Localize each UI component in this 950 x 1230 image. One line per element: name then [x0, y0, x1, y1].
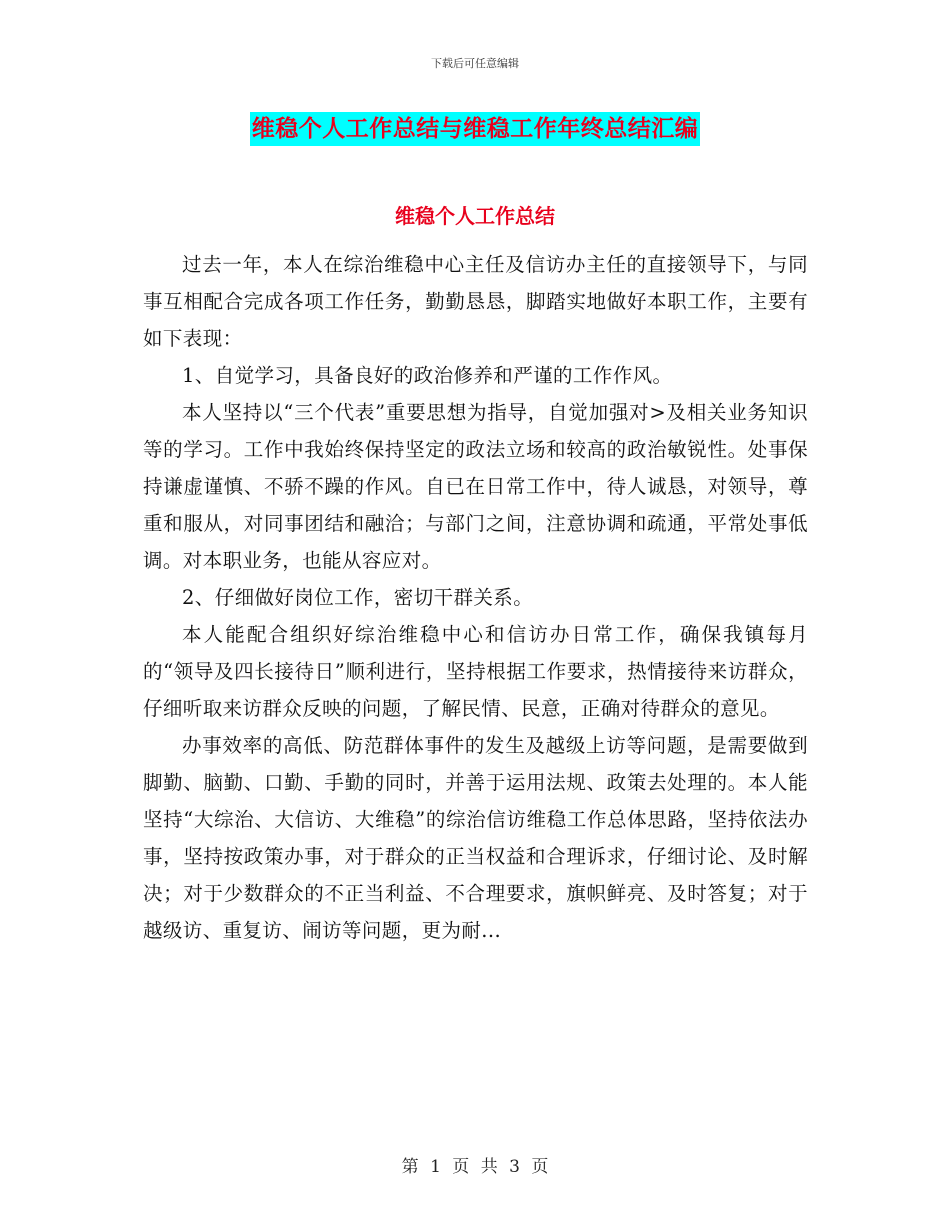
document-body — [143, 246, 808, 949]
paragraph-study: 本人坚持以“三个代表”重要思想为指导，自觉加强对>及相关业务知识等的学习。工作中我始终保持坚定的政法立场和较高的政治敏锐性。处事保持谦虚谨慎、不骄不躁的作风。自已在日常工作中，待人诚恳，对领导，尊重和服从，对同事团结和融洽；与部门之间，注意协调和疏通，平常处事低调。对本职业务，也能从容应对。 — [143, 401, 808, 572]
paragraph-intro: 过去一年，本人在综治维稳中心主任及信访办主任的直接领导下，与同事互相配合完成各项工作任务，勤勤恳恳，脚踏实地做好本职工作，主要有如下表现： — [143, 253, 808, 350]
paragraph-heading-2: 2、仔细做好岗位工作，密切干群关系。 — [182, 586, 534, 609]
header-note: 下载后可任意编辑 — [431, 57, 519, 70]
document-title: 维稳个人工作总结与维稳工作年终总结汇编 — [250, 112, 701, 146]
page-number: 第 1 页 共 3 页 — [401, 1157, 549, 1177]
paragraph-efficiency: 办事效率的高低、防范群体事件的发生及越级上访等问题，是需要做到脚勤、脑勤、口勤、手勤的同时，并善于运用法规、政策去处理的。本人能坚持“大综治、大信访、大维稳”的综治信访维稳工作总体思路，坚持依法办事，坚持按政策办事，对于群众的正当权益和合理诉求，仔细讨论、及时解决；对于少数群众的不正当利益、不合理要求，旗帜鲜亮、及时答复；对于越级访、重复访、闹访等问题，更为耐... — [143, 734, 808, 942]
paragraph-heading-1: 1、自觉学习，具备良好的政治修养和严谨的工作作风。 — [182, 364, 673, 387]
document-title-container — [0, 112, 950, 146]
paragraph-reception: 本人能配合组织好综治维稳中心和信访办日常工作，确保我镇每月的“领导及四长接待日”顺利进行，坚持根据工作要求，热情接待来访群众，仔细听取来访群众反映的问题，了解民情、民意，正确对待群众的意见。 — [143, 623, 808, 720]
section-title: 维稳个人工作总结 — [395, 204, 555, 228]
